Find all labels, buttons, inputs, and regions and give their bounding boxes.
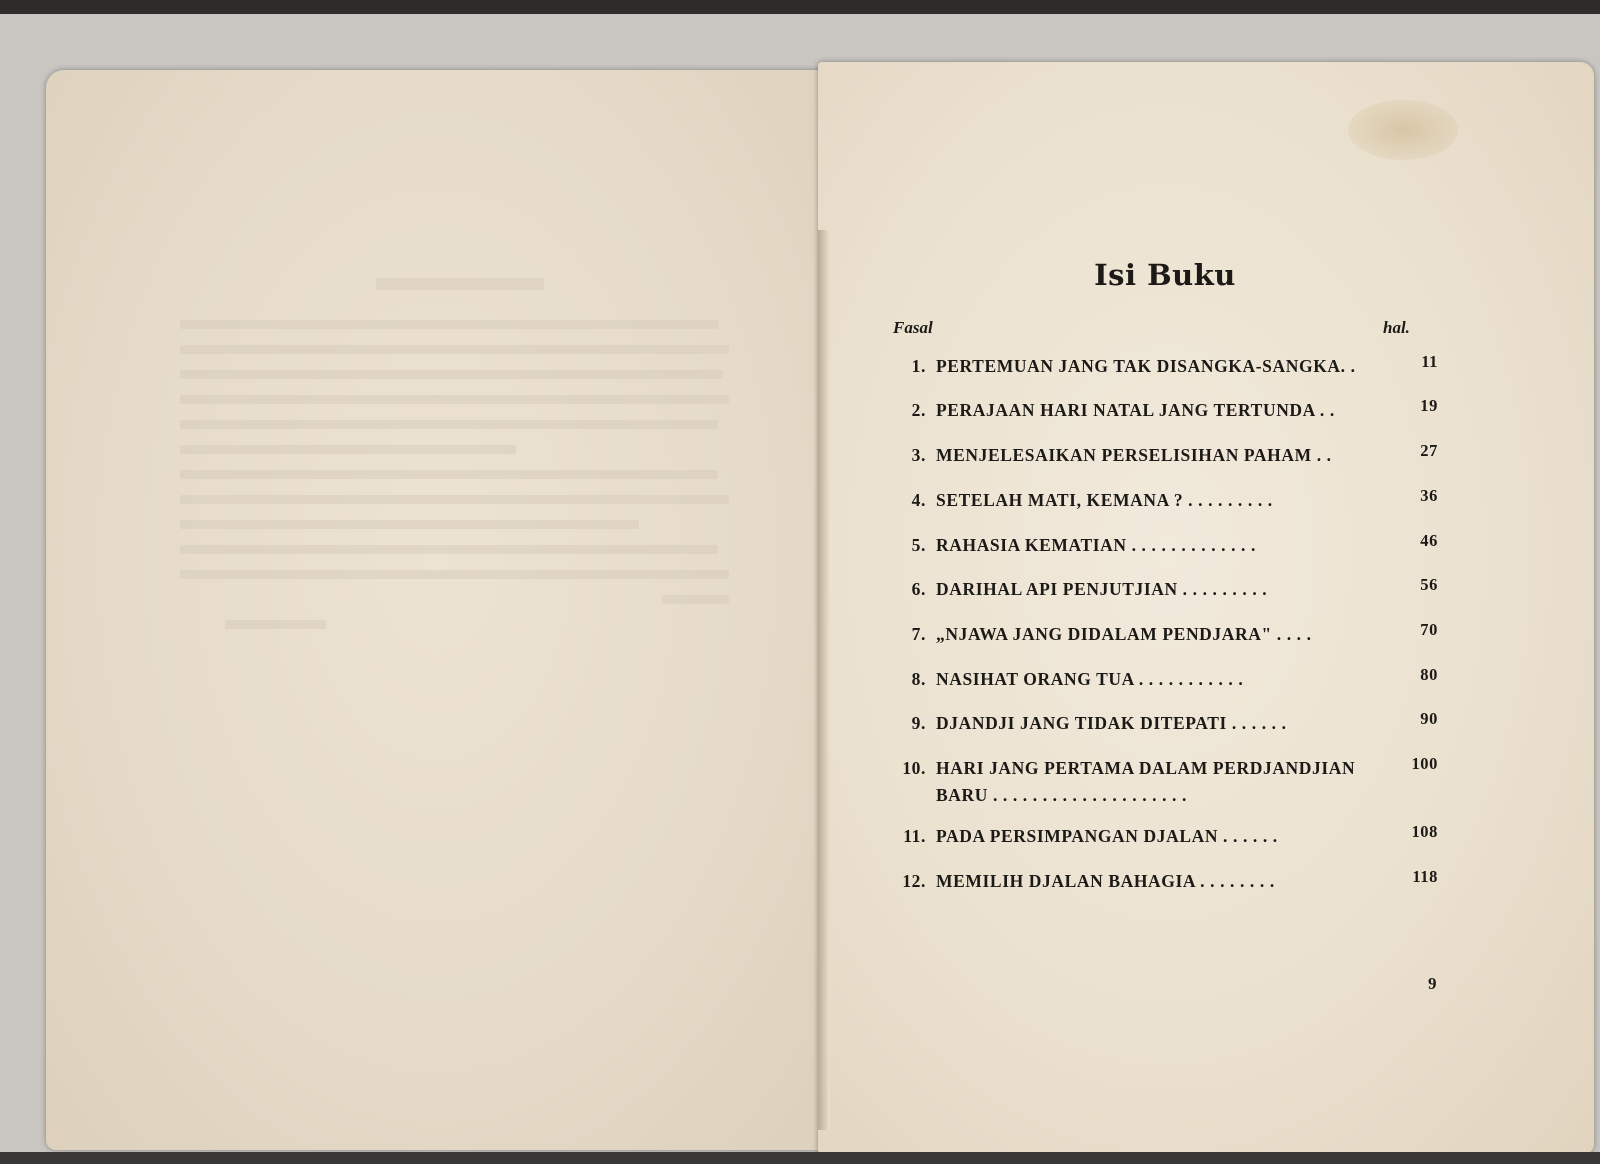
entry-title: DARIHAL API PENJUTJIAN . . . . . . . . . [936, 579, 1268, 599]
entry-title: RAHASIA KEMATIAN . . . . . . . . . . . . . [936, 535, 1256, 555]
entry-number: 2. [911, 400, 926, 420]
book-gutter [818, 230, 830, 1130]
toc-title: Isi Buku [1094, 258, 1236, 292]
entry-title: „NJAWA JANG DIDALAM PENDJARA" . . . . [936, 624, 1312, 644]
entry-title: PERAJAAN HARI NATAL JANG TERTUNDA . . [936, 400, 1335, 420]
entry-number: 8. [911, 669, 926, 689]
entry-title: HARI JANG PERTAMA DALAM PERDJANDJIAN BARU . . . . . . . . . . . . . . . . . . . . [936, 758, 1356, 805]
entry-page: 27 [1420, 441, 1438, 460]
entry-page: 19 [1420, 396, 1438, 415]
entry-number: 3. [911, 445, 926, 465]
show-through-text [180, 278, 740, 645]
paper-stain [1348, 100, 1458, 160]
entry-page: 100 [1411, 754, 1438, 773]
scan-edge-bottom [0, 1152, 1600, 1164]
right-page [818, 62, 1594, 1154]
entry-number: 7. [911, 624, 926, 644]
entry-number: 12. [902, 871, 926, 891]
entry-title: PERTEMUAN JANG TAK DISANGKA-SANGKA. . [936, 356, 1356, 376]
entry-number: 6. [911, 579, 926, 599]
entry-page: 90 [1420, 709, 1438, 728]
entry-page: 11 [1421, 352, 1438, 371]
scan-edge-top [0, 0, 1600, 14]
entry-title: NASIHAT ORANG TUA . . . . . . . . . . . [936, 669, 1244, 689]
entry-number: 10. [902, 758, 926, 778]
entry-page: 36 [1420, 486, 1438, 505]
entry-number: 9. [911, 713, 926, 733]
column-header-hal: hal. [1383, 318, 1410, 337]
entry-page: 108 [1411, 822, 1438, 841]
entry-number: 1. [911, 356, 926, 376]
entry-title: SETELAH MATI, KEMANA ? . . . . . . . . . [936, 490, 1273, 510]
entry-page: 118 [1412, 867, 1438, 886]
column-header-fasal: Fasal [893, 318, 933, 337]
entry-number: 4. [911, 490, 926, 510]
entry-page: 46 [1420, 531, 1438, 550]
entry-title: MENJELESAIKAN PERSELISIHAN PAHAM . . [936, 445, 1332, 465]
entry-page: 70 [1420, 620, 1438, 639]
page-number: 9 [1428, 974, 1437, 993]
entry-title: MEMILIH DJALAN BAHAGIA . . . . . . . . [936, 871, 1275, 891]
entry-number: 11. [903, 826, 926, 846]
entry-page: 56 [1420, 575, 1438, 594]
entry-number: 5. [911, 535, 926, 555]
entry-title: DJANDJI JANG TIDAK DITEPATI . . . . . . [936, 713, 1287, 733]
entry-title: PADA PERSIMPANGAN DJALAN . . . . . . [936, 826, 1278, 846]
entry-page: 80 [1420, 665, 1438, 684]
